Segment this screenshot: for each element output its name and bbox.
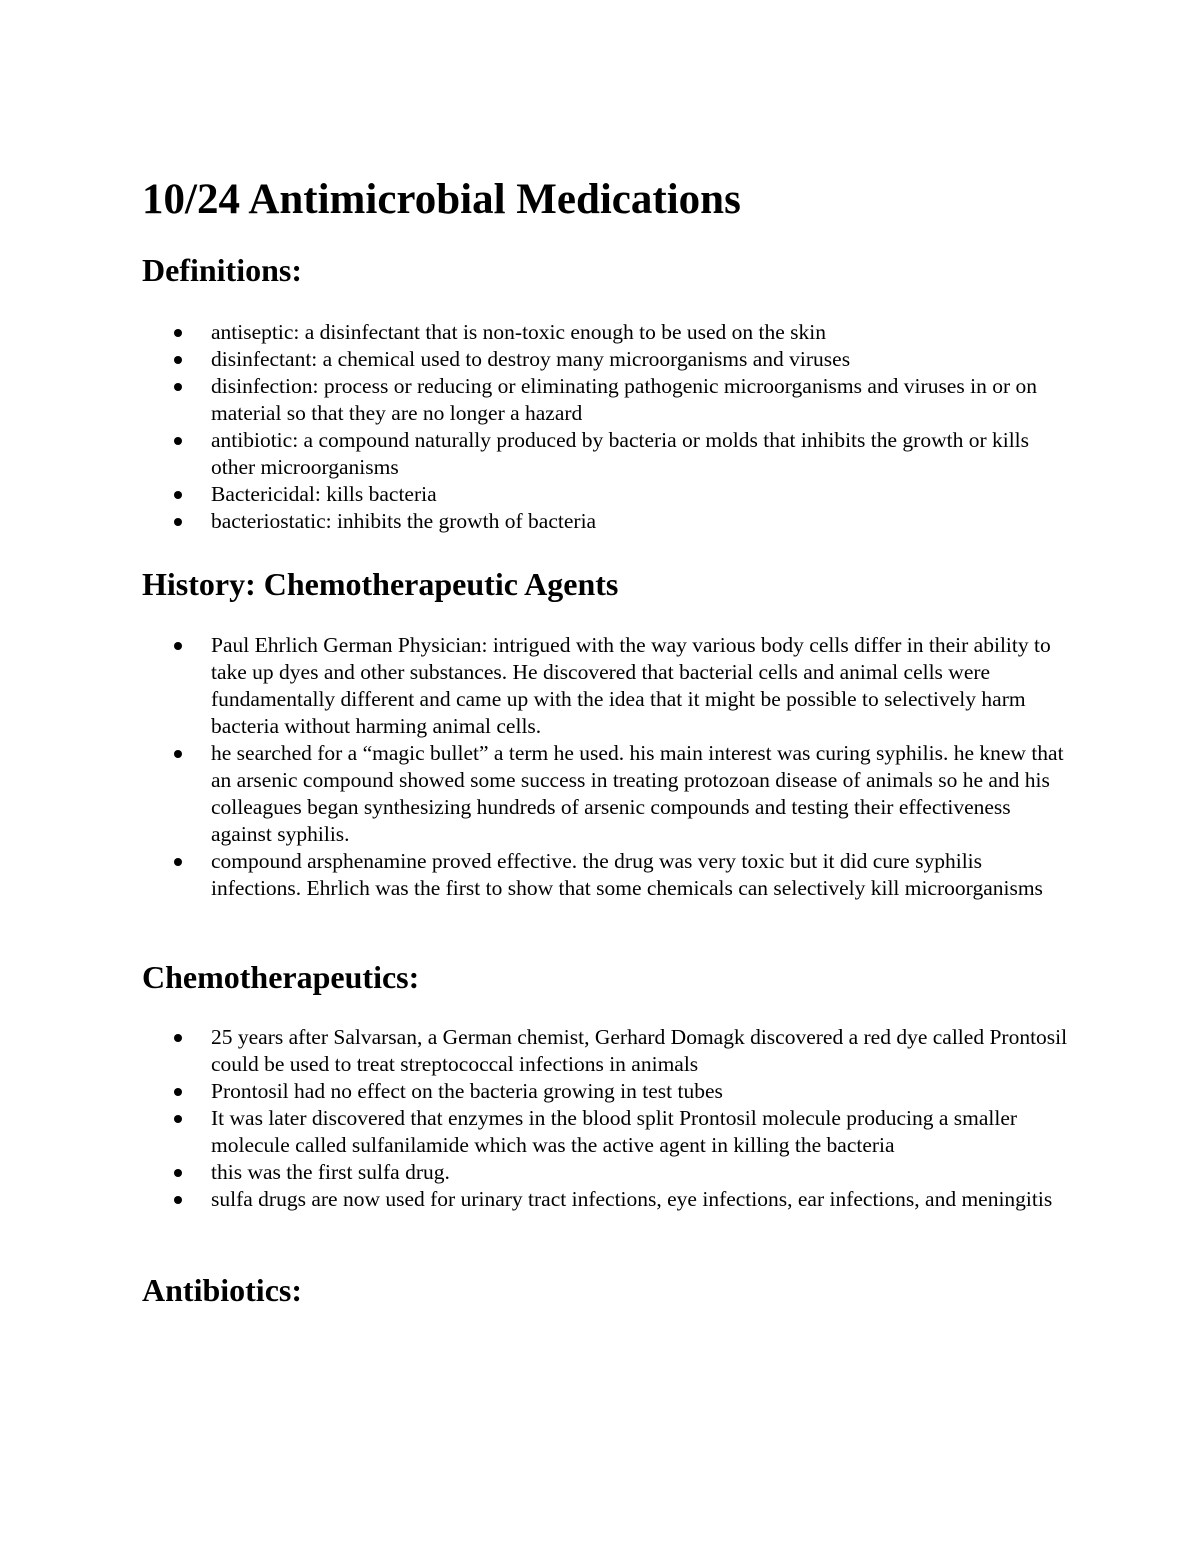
- bullet-icon: [174, 356, 182, 364]
- bullet-icon: [174, 329, 182, 337]
- bullet-icon: [174, 1196, 182, 1204]
- list-item: [142, 848, 1072, 902]
- section-heading-antibiotics: Antibiotics:: [142, 1272, 302, 1308]
- history-list: [142, 632, 1072, 902]
- bullet-icon: [174, 383, 182, 391]
- section-heading-definitions: Definitions:: [142, 252, 302, 288]
- list-item: [142, 1186, 1072, 1213]
- list-item-text: sulfa drugs are now used for urinary tract infections, eye infections, ear infections, and meningitis: [211, 1187, 1053, 1211]
- list-item: [142, 427, 1072, 481]
- list-item-text: disinfection: process or reducing or eliminating pathogenic microorganisms and viruses in or on material so that they are no longer a hazard: [211, 374, 1037, 425]
- list-item-text: antibiotic: a compound naturally produced by bacteria or molds that inhibits the growth or kills other microorganisms: [211, 428, 1030, 479]
- list-item-text: It was later discovered that enzymes in the blood split Prontosil molecule producing a smaller molecule called sulfanilamide which was the active agent in killing the bacteria: [211, 1106, 1018, 1157]
- bullet-icon: [174, 642, 182, 650]
- list-item-text: Bactericidal: kills bacteria: [211, 482, 437, 506]
- bullet-icon: [174, 1034, 182, 1042]
- list-item: [142, 319, 1072, 346]
- bullet-icon: [174, 491, 182, 499]
- list-item-text: bacteriostatic: inhibits the growth of bacteria: [211, 509, 597, 533]
- definitions-list: [142, 319, 1072, 535]
- section-heading-history: History: Chemotherapeutic Agents: [142, 566, 619, 602]
- list-item: [142, 1105, 1072, 1159]
- list-item-text: he searched for a “magic bullet” a term he used. his main interest was curing syphilis. he knew that an arsenic compound showed some success in treating protozoan disease of animals so he and his colleagues began synthesizing hundreds of arsenic compounds and testing their effectiveness against syphilis.: [211, 741, 1064, 846]
- list-item-text: Prontosil had no effect on the bacteria growing in test tubes: [211, 1079, 723, 1103]
- list-item: [142, 373, 1072, 427]
- section-heading-chemotherapeutics: Chemotherapeutics:: [142, 959, 420, 995]
- bullet-icon: [174, 437, 182, 445]
- list-item: [142, 508, 1072, 535]
- list-item-text: antiseptic: a disinfectant that is non-toxic enough to be used on the skin: [211, 320, 827, 344]
- bullet-icon: [174, 858, 182, 866]
- list-item: [142, 740, 1072, 848]
- list-item: [142, 481, 1072, 508]
- list-item: [142, 1078, 1072, 1105]
- bullet-icon: [174, 1088, 182, 1096]
- list-item: [142, 1159, 1072, 1186]
- list-item: [142, 632, 1072, 740]
- list-item: [142, 1024, 1072, 1078]
- document-title: 10/24 Antimicrobial Medications: [142, 176, 741, 223]
- list-item-text: this was the first sulfa drug.: [211, 1160, 450, 1184]
- bullet-icon: [174, 1115, 182, 1123]
- bullet-icon: [174, 518, 182, 526]
- list-item-text: 25 years after Salvarsan, a German chemist, Gerhard Domagk discovered a red dye called Prontosil could be used to treat streptococcal infections in animals: [211, 1025, 1068, 1076]
- bullet-icon: [174, 750, 182, 758]
- bullet-icon: [174, 1169, 182, 1177]
- list-item: [142, 346, 1072, 373]
- list-item-text: compound arsphenamine proved effective. the drug was very toxic but it did cure syphilis infections. Ehrlich was the first to show that some chemicals can selectively kill microorganisms: [211, 849, 1043, 900]
- chemotherapeutics-list: [142, 1024, 1072, 1213]
- list-item-text: Paul Ehrlich German Physician: intrigued with the way various body cells differ in their ability to take up dyes and other substances. He discovered that bacterial cells and animal cells were fundamentally different and came up with the idea that it might be possible to selectively harm bacteria without harming animal cells.: [211, 633, 1051, 738]
- list-item-text: disinfectant: a chemical used to destroy many microorganisms and viruses: [211, 347, 851, 371]
